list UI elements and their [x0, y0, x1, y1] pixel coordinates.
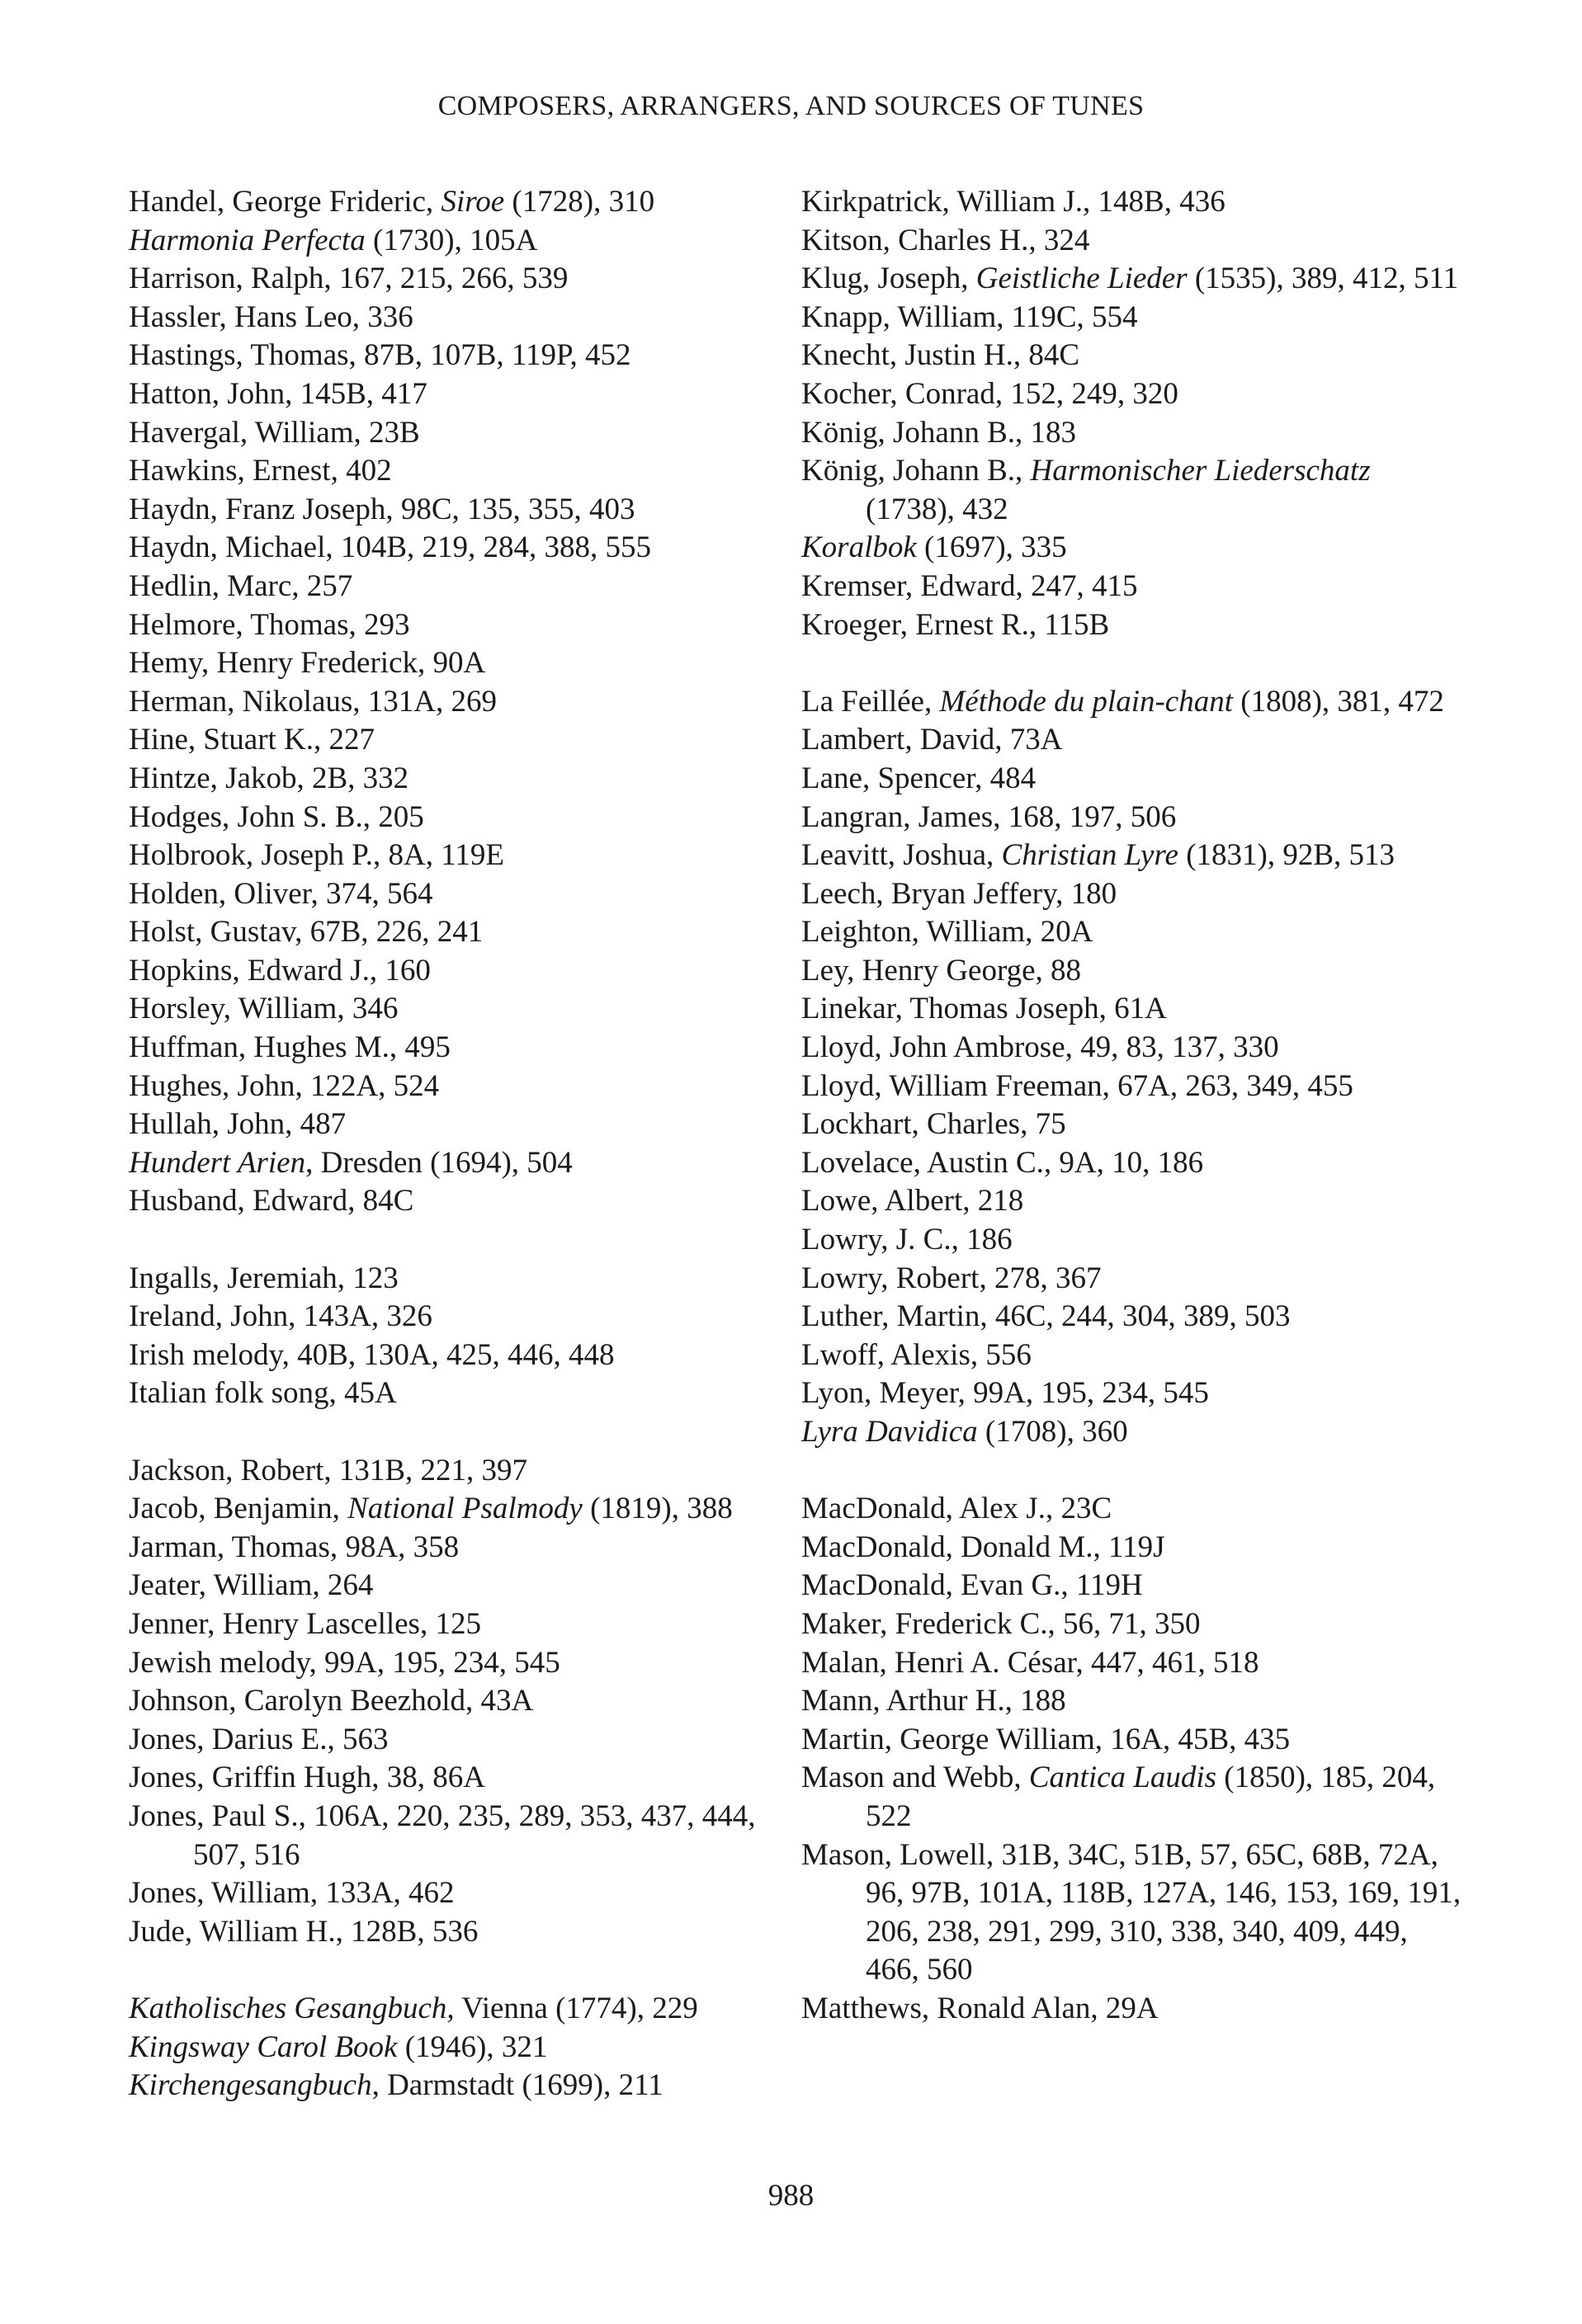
index-entry: [129, 299, 789, 337]
entry-text: Hopkins, Edward J., 160: [129, 953, 431, 988]
entry-text: Klug, Joseph,: [801, 262, 976, 296]
index-entry: [129, 2029, 789, 2067]
entry-text: Lowry, J. C., 186: [801, 1223, 1013, 1257]
index-entry: [801, 1836, 1462, 1990]
entry-text: Jones, Griffin Hugh, 38, 86A: [129, 1761, 485, 1795]
index-entry: [801, 1336, 1462, 1375]
entry-text: Kremser, Edward, 247, 415: [801, 568, 1138, 603]
index-entry: [801, 1721, 1462, 1760]
entry-text: Lwoff, Alexis, 556: [801, 1337, 1032, 1372]
entry-text: Mann, Arthur H., 188: [801, 1684, 1066, 1718]
index-entry: [801, 375, 1462, 414]
index-entry: [129, 1182, 789, 1221]
entry-italic-title: Kirchengesangbuch: [129, 2068, 372, 2103]
entry-text: Lowe, Albert, 218: [801, 1184, 1024, 1219]
index-entry: [801, 606, 1462, 645]
entry-text: (1819), 388: [582, 1492, 733, 1526]
entry-text: Hughes, John, 122A, 524: [129, 1068, 440, 1103]
index-entry: [801, 1029, 1462, 1068]
index-entry: [801, 1260, 1462, 1299]
entry-text: Kitson, Charles H., 324: [801, 223, 1090, 257]
entry-text: (1730), 105A: [365, 223, 538, 257]
index-entry: [801, 183, 1462, 222]
entry-text: La Feillée,: [801, 684, 940, 719]
index-entry: [129, 1567, 789, 1605]
entry-text: Leech, Bryan Jeffery, 180: [801, 876, 1117, 911]
index-entry: [801, 1682, 1462, 1721]
entry-text: Jude, William H., 128B, 536: [129, 1914, 479, 1949]
entry-italic-title: National Psalmody: [347, 1492, 583, 1526]
index-entry: [129, 1374, 789, 1413]
entry-text: Lockhart, Charles, 75: [801, 1107, 1066, 1142]
letter-group-gap: [129, 1951, 789, 1990]
entry-text: Havergal, William, 23B: [129, 415, 420, 450]
entry-text: Hedlin, Marc, 257: [129, 568, 353, 603]
index-entry: [129, 952, 789, 991]
index-entry: [801, 414, 1462, 453]
entry-text: Holbrook, Joseph P., 8A, 119E: [129, 838, 504, 873]
index-entry: [129, 414, 789, 453]
index-entry: [129, 1529, 789, 1567]
entry-text: Lovelace, Austin C., 9A, 10, 186: [801, 1145, 1204, 1180]
entry-text: König, Johann B.,: [801, 454, 1031, 488]
index-entry: [129, 491, 789, 530]
index-entry: [801, 875, 1462, 914]
index-entry: [129, 913, 789, 952]
index-entry: [129, 1068, 789, 1106]
index-entry: [801, 1068, 1462, 1106]
entry-text: Ley, Henry George, 88: [801, 953, 1082, 988]
entry-text: Matthews, Ronald Alan, 29A: [801, 1991, 1159, 2025]
entry-text: Jackson, Robert, 131B, 221, 397: [129, 1453, 528, 1487]
index-column-left: [129, 183, 789, 2105]
letter-group-gap: [129, 1413, 789, 1452]
entry-italic-title: Christian Lyre: [1001, 838, 1178, 873]
entry-text: Lyon, Meyer, 99A, 195, 234, 545: [801, 1376, 1209, 1411]
entry-text: Langran, James, 168, 197, 506: [801, 799, 1177, 834]
entry-text: (1850), 185, 204, 522: [866, 1761, 1436, 1833]
index-entry: [801, 1374, 1462, 1413]
index-entry: [129, 1798, 789, 1874]
index-entry: [129, 875, 789, 914]
entry-italic-title: Koralbok: [801, 530, 917, 565]
entry-text: Haydn, Franz Joseph, 98C, 135, 355, 403: [129, 492, 635, 526]
letter-group-gap: [801, 644, 1462, 683]
index-entry: [801, 1105, 1462, 1144]
entry-text: Handel, George Frideric,: [129, 185, 442, 219]
index-entry: [129, 1144, 789, 1183]
index-entry: [129, 1682, 789, 1721]
entry-text: Jacob, Benjamin,: [129, 1492, 348, 1526]
index-entry: [129, 799, 789, 837]
entry-text: (1831), 92B, 513: [1178, 838, 1395, 873]
index-entry: [129, 1298, 789, 1336]
entry-text: (1728), 310: [504, 185, 655, 219]
entry-text: Holden, Oliver, 374, 564: [129, 876, 433, 911]
entry-text: Hassler, Hans Leo, 336: [129, 299, 413, 334]
entry-text: Lane, Spencer, 484: [801, 761, 1037, 795]
index-entry: [129, 644, 789, 683]
index-entry: [129, 2067, 789, 2105]
entry-text: Ireland, John, 143A, 326: [129, 1299, 432, 1334]
index-entry: [129, 760, 789, 799]
index-entry: [129, 222, 789, 261]
index-entry: [129, 1105, 789, 1144]
entry-text: Hatton, John, 145B, 417: [129, 376, 427, 411]
entry-italic-title: Harmonia Perfecta: [129, 223, 366, 257]
entry-italic-title: Kingsway Carol Book: [129, 2029, 398, 2064]
index-entry: [129, 1990, 789, 2029]
index-entry: [801, 529, 1462, 568]
index-entry: [801, 913, 1462, 952]
entry-text: (1708), 360: [977, 1415, 1128, 1449]
entry-text: Hintze, Jakob, 2B, 332: [129, 761, 409, 795]
entry-text: Hodges, John S. B., 205: [129, 799, 424, 834]
index-entry: [129, 1336, 789, 1375]
entry-text: Jenner, Henry Lascelles, 125: [129, 1606, 481, 1641]
entry-text: MacDonald, Evan G., 119H: [801, 1568, 1143, 1603]
entry-text: Lloyd, William Freeman, 67A, 263, 349, 455: [801, 1068, 1353, 1103]
index-entry: [801, 222, 1462, 261]
entry-text: Mason and Webb,: [801, 1761, 1029, 1795]
entry-text: Martin, George William, 16A, 45B, 435: [801, 1722, 1291, 1756]
index-entry: [801, 452, 1462, 529]
index-entry: [129, 1721, 789, 1760]
entry-text: (1738), 432: [866, 492, 1008, 526]
entry-text: Horsley, William, 346: [129, 992, 399, 1026]
index-entry: [129, 1029, 789, 1068]
index-column-right: [801, 183, 1462, 2029]
index-entry: [129, 1759, 789, 1798]
index-entry: [129, 1490, 789, 1529]
entry-text: Jones, Darius E., 563: [129, 1722, 389, 1756]
index-entry: [801, 1490, 1462, 1529]
entry-text: Huffman, Hughes M., 495: [129, 1030, 451, 1065]
entry-text: (1697), 335: [916, 530, 1067, 565]
entry-text: Johnson, Carolyn Beezhold, 43A: [129, 1684, 534, 1718]
entry-text: Haydn, Michael, 104B, 219, 284, 388, 555: [129, 530, 652, 565]
index-entry: [129, 1452, 789, 1491]
index-entry: [801, 1298, 1462, 1336]
entry-text: Hemy, Henry Frederick, 90A: [129, 646, 486, 681]
index-entry: [801, 837, 1462, 875]
index-entry: [129, 529, 789, 568]
index-entry: [129, 683, 789, 722]
index-entry: [801, 1567, 1462, 1605]
entry-text: , Darmstadt (1699), 211: [371, 2068, 663, 2103]
index-entry: [129, 1605, 789, 1644]
entry-text: MacDonald, Donald M., 119J: [801, 1530, 1165, 1564]
entry-italic-title: Katholisches Gesangbuch,: [129, 1991, 455, 2025]
entry-text: Luther, Martin, 46C, 244, 304, 389, 503: [801, 1299, 1291, 1334]
index-entry: [129, 260, 789, 299]
entry-text: Kroeger, Ernest R., 115B: [801, 607, 1110, 642]
entry-text: Jarman, Thomas, 98A, 358: [129, 1530, 460, 1564]
index-entry: [801, 1221, 1462, 1260]
entry-text: Hine, Stuart K., 227: [129, 723, 375, 757]
index-entry: [129, 990, 789, 1029]
entry-text: Malan, Henri A. César, 447, 461, 518: [801, 1645, 1259, 1680]
index-entry: [129, 837, 789, 875]
entry-text: Hawkins, Ernest, 402: [129, 454, 392, 488]
entry-text: , Dresden (1694), 504: [305, 1145, 573, 1180]
index-entry: [129, 1644, 789, 1683]
entry-italic-title: Harmonischer Liederschatz: [1030, 454, 1371, 488]
entry-italic-title: Hundert Arien: [129, 1145, 306, 1180]
entry-text: Holst, Gustav, 67B, 226, 241: [129, 915, 484, 950]
entry-italic-title: Cantica Laudis: [1028, 1761, 1217, 1795]
entry-text: Hastings, Thomas, 87B, 107B, 119P, 452: [129, 338, 631, 373]
index-entry: [129, 452, 789, 491]
entry-text: Jewish melody, 99A, 195, 234, 545: [129, 1645, 560, 1680]
index-entry: [129, 183, 789, 222]
index-entry: [801, 990, 1462, 1029]
entry-text: MacDonald, Alex J., 23C: [801, 1492, 1112, 1526]
letter-group-gap: [801, 1452, 1462, 1491]
entry-text: Mason, Lowell, 31B, 34C, 51B, 57, 65C, 68B, 72A, 96, 97B, 101A, 118B, 127A, 146, 153, 169, 191, 206, 238, 291, 299, 310, 338, 340, 409, 449, 466, 560: [801, 1837, 1462, 1987]
entry-text: (1535), 389, 412, 511: [1187, 262, 1459, 296]
index-entry: [801, 1182, 1462, 1221]
entry-italic-title: Siroe: [441, 185, 505, 219]
index-entry: [801, 721, 1462, 760]
entry-text: Husband, Edward, 84C: [129, 1184, 414, 1219]
entry-text: Kocher, Conrad, 152, 249, 320: [801, 376, 1178, 411]
index-entry: [801, 1644, 1462, 1683]
entry-text: Herman, Nikolaus, 131A, 269: [129, 684, 497, 719]
index-entry: [801, 1529, 1462, 1567]
running-head: COMPOSERS, ARRANGERS, AND SOURCES OF TUNES: [437, 91, 1145, 121]
entry-italic-title: Geistliche Lieder: [975, 262, 1188, 296]
entry-text: Irish melody, 40B, 130A, 425, 446, 448: [129, 1337, 615, 1372]
entry-text: Jones, William, 133A, 462: [129, 1876, 455, 1911]
index-entry: [801, 337, 1462, 375]
index-entry: [801, 1605, 1462, 1644]
index-entry: [129, 1260, 789, 1299]
index-entry: [129, 337, 789, 375]
letter-group-gap: [129, 1221, 789, 1260]
entry-italic-title: Lyra Davidica: [801, 1415, 978, 1449]
index-entry: [129, 1913, 789, 1952]
page-number: 988: [767, 2179, 815, 2213]
entry-text: Linekar, Thomas Joseph, 61A: [801, 992, 1167, 1026]
entry-text: Vienna (1774), 229: [454, 1991, 698, 2025]
index-entry: [801, 1413, 1462, 1452]
index-entry: [801, 1759, 1462, 1836]
index-entry: [801, 1990, 1462, 2029]
entry-text: Lowry, Robert, 278, 367: [801, 1261, 1102, 1295]
entry-text: Hullah, John, 487: [129, 1107, 347, 1142]
index-entry: [801, 799, 1462, 837]
entry-text: (1808), 381, 472: [1233, 684, 1444, 719]
entry-text: Knapp, William, 119C, 554: [801, 299, 1138, 334]
index-entry: [801, 1144, 1462, 1183]
index-entry: [129, 568, 789, 606]
entry-text: Jones, Paul S., 106A, 220, 235, 289, 353, 437, 444, 507, 516: [129, 1798, 756, 1872]
entry-text: Leavitt, Joshua,: [801, 838, 1002, 873]
entry-text: Leighton, William, 20A: [801, 915, 1093, 950]
entry-text: Helmore, Thomas, 293: [129, 607, 410, 642]
index-entry: [129, 375, 789, 414]
entry-text: Kirkpatrick, William J., 148B, 436: [801, 185, 1225, 219]
entry-text: Italian folk song, 45A: [129, 1376, 397, 1411]
entry-text: Lloyd, John Ambrose, 49, 83, 137, 330: [801, 1030, 1279, 1065]
index-entry: [801, 683, 1462, 722]
index-entry: [801, 299, 1462, 337]
index-entry: [129, 721, 789, 760]
entry-text: Ingalls, Jeremiah, 123: [129, 1261, 399, 1295]
index-entry: [129, 1874, 789, 1913]
entry-text: Harrison, Ralph, 167, 215, 266, 539: [129, 262, 569, 296]
entry-text: Jeater, William, 264: [129, 1568, 374, 1603]
entry-italic-title: Méthode du plain-chant: [939, 684, 1233, 719]
entry-text: Maker, Frederick C., 56, 71, 350: [801, 1606, 1201, 1641]
entry-text: Lambert, David, 73A: [801, 723, 1063, 757]
index-entry: [801, 568, 1462, 606]
index-entry: [801, 952, 1462, 991]
entry-text: (1946), 321: [397, 2029, 548, 2064]
entry-text: König, Johann B., 183: [801, 415, 1076, 450]
index-entry: [129, 606, 789, 645]
index-entry: [801, 760, 1462, 799]
entry-text: Knecht, Justin H., 84C: [801, 338, 1080, 373]
index-entry: [801, 260, 1462, 299]
